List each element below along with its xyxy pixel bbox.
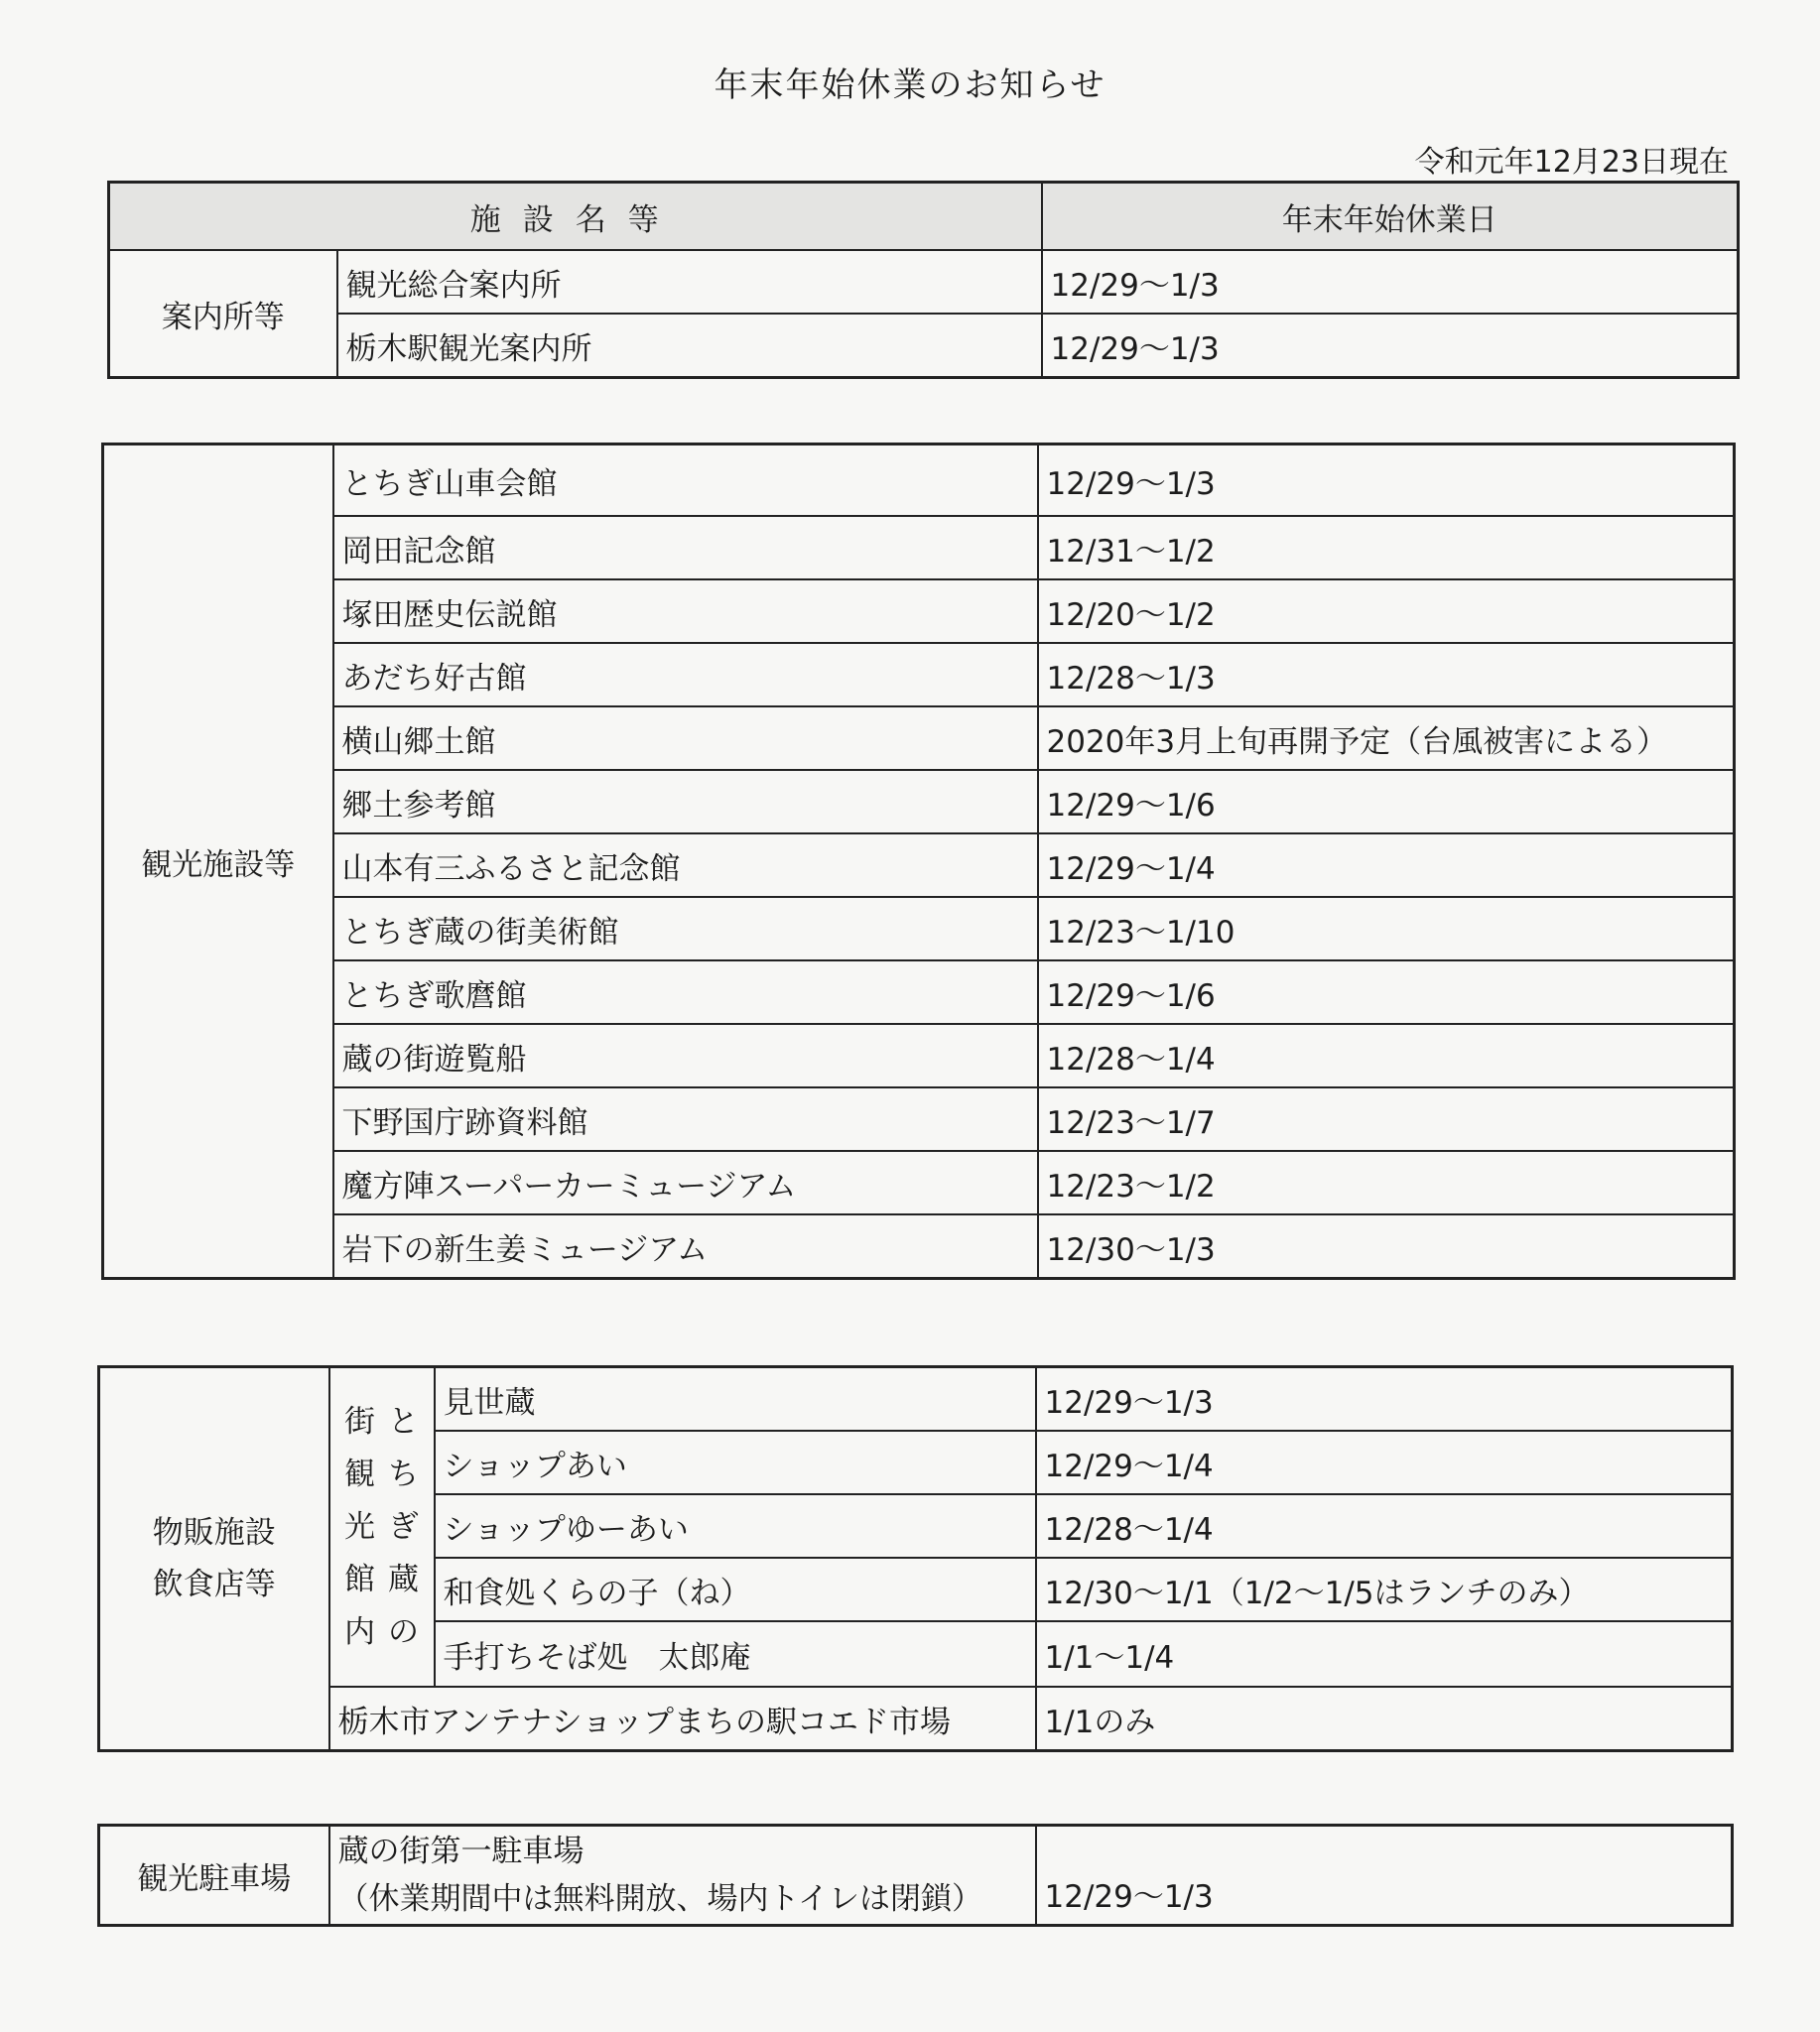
facility-name: ショップあい — [435, 1431, 1036, 1494]
table-row — [103, 579, 1735, 643]
table-row — [99, 1367, 1733, 1432]
closed-dates: 12/29〜1/3 — [1038, 444, 1735, 517]
facility-name: 手打ちそば処 太郎庵 — [435, 1621, 1036, 1687]
facility-name: 栃木駅観光案内所 — [337, 314, 1042, 378]
facility-name: ショップゆーあい — [435, 1494, 1036, 1558]
closed-dates: 12/30〜1/3 — [1038, 1214, 1735, 1279]
sub-category-col1: 街観光館内 — [344, 1403, 375, 1650]
closed-dates: 12/31〜1/2 — [1038, 516, 1735, 579]
closed-dates: 12/29〜1/6 — [1038, 770, 1735, 833]
page-title: 年末年始休業のお知らせ — [714, 65, 1106, 105]
facility-name: 塚田歴史伝説館 — [333, 579, 1038, 643]
table-header-row — [109, 183, 1739, 251]
closed-dates: 12/29〜1/3 — [1036, 1826, 1733, 1926]
table-row — [109, 250, 1739, 314]
facility-name: 見世蔵 — [435, 1367, 1036, 1432]
table-row — [103, 897, 1735, 960]
table-row — [103, 1151, 1735, 1214]
table-row — [109, 314, 1739, 378]
facility-name: 郷土参考館 — [333, 770, 1038, 833]
closed-dates: 1/1のみ — [1036, 1687, 1733, 1751]
table-row — [103, 516, 1735, 579]
closed-dates: 12/29〜1/4 — [1038, 833, 1735, 897]
facility-name: 山本有三ふるさと記念館 — [333, 833, 1038, 897]
facility-name: 魔方陣スーパーカーミュージアム — [333, 1151, 1038, 1214]
facility-name: 岩下の新生姜ミュージアム — [333, 1214, 1038, 1279]
facility-name: あだち好古館 — [333, 643, 1038, 706]
closed-dates: 12/30〜1/1（1/2〜1/5はランチのみ） — [1036, 1558, 1733, 1621]
facilities-table — [101, 443, 1736, 1280]
table-row — [103, 770, 1735, 833]
closed-dates: 12/23〜1/2 — [1038, 1151, 1735, 1214]
facility-name: 栃木市アンテナショップまちの駅コエド市場 — [329, 1687, 1036, 1751]
category-info: 案内所等 — [109, 250, 337, 378]
facility-name: 蔵の街遊覧船 — [333, 1024, 1038, 1087]
closed-dates: 12/23〜1/10 — [1038, 897, 1735, 960]
table-row — [99, 1826, 1733, 1926]
closed-dates: 12/29〜1/3 — [1036, 1367, 1733, 1432]
facility-name: 横山郷土館 — [333, 706, 1038, 770]
table-row — [103, 1024, 1735, 1087]
parking-name-line1: 蔵の街第一駐車場 — [337, 1834, 585, 1869]
closed-dates: 12/28〜1/4 — [1036, 1494, 1733, 1558]
closed-dates: 12/29〜1/4 — [1036, 1431, 1733, 1494]
closed-dates: 2020年3月上旬再開予定（台風被害による） — [1038, 706, 1735, 770]
table-row — [103, 643, 1735, 706]
table-row — [103, 1087, 1735, 1151]
table-row — [99, 1687, 1733, 1751]
category-shops-line1: 物販施設 — [152, 1515, 276, 1551]
header-facility: 施設名等 — [109, 183, 1042, 251]
closed-dates: 12/23〜1/7 — [1038, 1087, 1735, 1151]
shops-table — [97, 1365, 1734, 1752]
category-facilities: 観光施設等 — [103, 444, 333, 1279]
parking-name-line2: （休業期間中は無料開放、場内トイレは閉鎖） — [337, 1881, 982, 1917]
facility-name: 岡田記念館 — [333, 516, 1038, 579]
parking-name — [329, 1826, 1036, 1926]
sub-category-vertical — [329, 1367, 435, 1688]
facility-name: 和食処くらの子（ね） — [435, 1558, 1036, 1621]
closed-dates: 12/28〜1/4 — [1038, 1024, 1735, 1087]
closed-dates: 12/29〜1/3 — [1042, 314, 1739, 378]
table-row — [103, 960, 1735, 1024]
category-shops-line2: 飲食店等 — [152, 1567, 276, 1602]
info-table — [107, 181, 1740, 379]
facility-name: とちぎ山車会館 — [333, 444, 1038, 517]
facility-name: とちぎ歌麿館 — [333, 960, 1038, 1024]
sub-category-col2: とちぎ蔵の — [388, 1403, 419, 1650]
closed-dates: 1/1〜1/4 — [1036, 1621, 1733, 1687]
closed-dates: 12/29〜1/3 — [1042, 250, 1739, 314]
as-of-date: 令和元年12月23日現在 — [1414, 145, 1729, 180]
table-row — [103, 833, 1735, 897]
closed-dates: 12/28〜1/3 — [1038, 643, 1735, 706]
facility-name: とちぎ蔵の街美術館 — [333, 897, 1038, 960]
facility-name: 下野国庁跡資料館 — [333, 1087, 1038, 1151]
category-parking: 観光駐車場 — [99, 1826, 329, 1926]
category-shops — [99, 1367, 329, 1751]
table-row — [103, 444, 1735, 517]
facility-name: 観光総合案内所 — [337, 250, 1042, 314]
closed-dates: 12/29〜1/6 — [1038, 960, 1735, 1024]
closed-dates: 12/20〜1/2 — [1038, 579, 1735, 643]
header-closed-days: 年末年始休業日 — [1042, 183, 1739, 251]
parking-table — [97, 1824, 1734, 1927]
table-row — [103, 706, 1735, 770]
table-row — [103, 1214, 1735, 1279]
